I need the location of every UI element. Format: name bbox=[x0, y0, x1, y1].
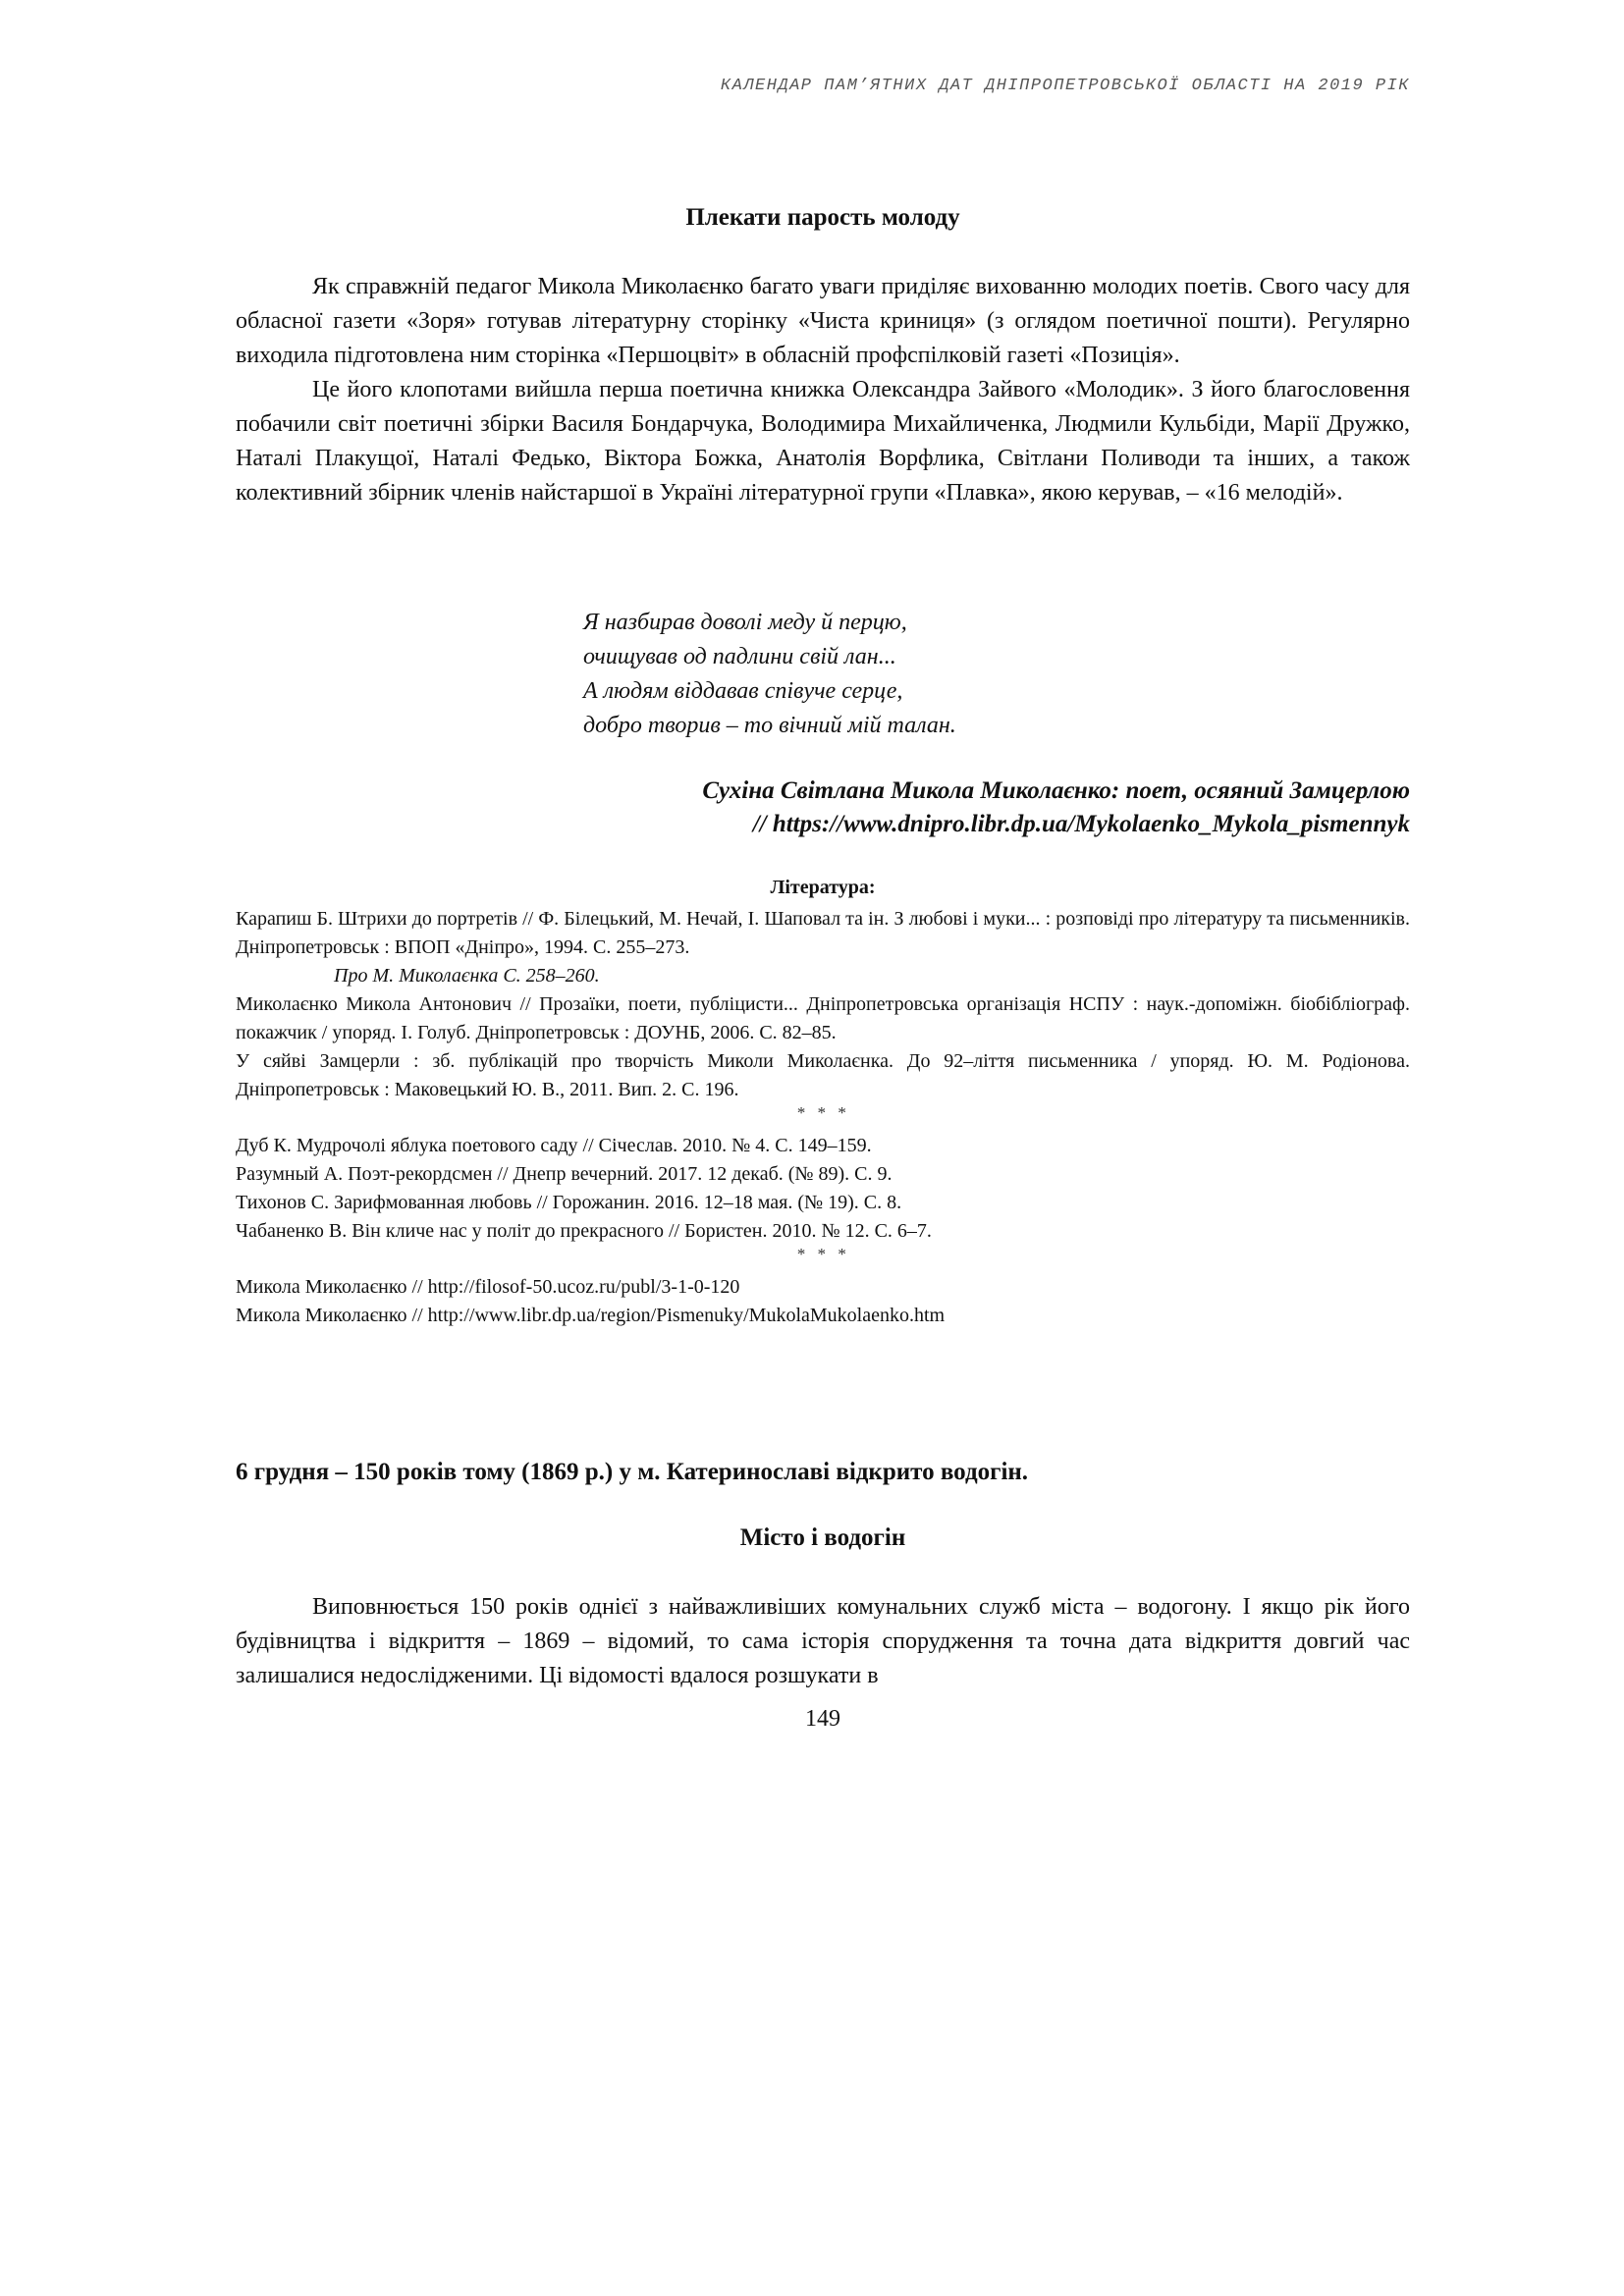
poem-quote bbox=[583, 606, 956, 743]
literature-list bbox=[236, 905, 1410, 1330]
spacer bbox=[236, 1263, 1410, 1273]
literature-subentry: Про М. Миколаєнка С. 258–260. bbox=[334, 965, 600, 987]
separator: * * * bbox=[796, 1103, 849, 1122]
section-title-young-growth: Плекати парость молоду bbox=[685, 204, 960, 231]
paragraph: Як справжній педагог Микола Миколаєнко багато уваги приділяє вихованню молодих поетів. Свого часу для обласної газети «Зоря» готував літературну сторінку «Чиста криниця» (з оглядом поетичної пошти). Регулярно виходила підготовлена ним сторінка «Першоцвіт» в обласній профспілковій газеті «Позиція». bbox=[236, 274, 1410, 368]
literature-entry: Миколаєнко Микола Антонович // Прозаїки, поети, публіцисти... Дніпропетровська організація НСПУ : наук.-допоміжн. біобібліограф. покажчик / упоряд. І. Голуб. Дніпропетровськ : ДОУНБ, 2006. С. 82–85. bbox=[236, 993, 1410, 1043]
section1-body bbox=[236, 270, 1410, 510]
running-header: КАЛЕНДАР ПАМ’ЯТНИХ ДАТ ДНІПРОПЕТРОВСЬКОЇ ОБЛАСТІ НА 2019 РІК bbox=[720, 77, 1410, 95]
paragraph: Виповнюється 150 років однієї з найважливіших комунальних служб міста – водогону. І якщо рік його будівництва і відкриття – 1869 – відомий, то сама історія спорудження та точна дата відкриття довгий час залишалися недослідженими. Ці відомості вдалося розшукати в bbox=[236, 1594, 1410, 1688]
section2-body bbox=[236, 1590, 1410, 1693]
literature-link-entry[interactable]: Микола Миколаєнко // http://www.libr.dp.ua/region/Pismenuky/MukolaMukolaenko.htm bbox=[236, 1305, 946, 1326]
literature-entry: Чабаненко В. Він кличе нас у політ до прекрасного // Бористен. 2010. № 12. С. 6–7. bbox=[236, 1220, 932, 1242]
literature-entry: Карапиш Б. Штрихи до портретів // Ф. Білецький, М. Нечай, І. Шаповал та ін. З любові і муки... : розповіді про літературу та письменників. Дніпропетровськ : ВПОП «Дніпро», 1994. С. 255–273. bbox=[236, 908, 1410, 958]
paragraph: Це його клопотами вийшла перша поетична книжка Олександра Зайвого «Молодик». З його благословення побачили світ поетичні збірки Василя Бондарчука, Володимира Михайличенка, Людмили Кульбіди, Марії Дружко, Наталі Плакущої, Наталі Федько, Віктора Божка, Анатолія Ворфлика, Світлани Поливоди та інших, а також колективний збірник членів найстаршої в Україні літературної групи «Плавка», якою керував, – «16 мелодій». bbox=[236, 377, 1410, 506]
spacer bbox=[236, 1122, 1410, 1132]
poem-line: А людям віддавав співуче серце, bbox=[583, 678, 903, 704]
literature-entry: Разумный А. Поэт-рекордсмен // Днепр вечерний. 2017. 12 декаб. (№ 89). С. 9. bbox=[236, 1163, 893, 1185]
separator: * * * bbox=[796, 1245, 849, 1263]
poem-line: очищував од падлини свій лан... bbox=[583, 644, 896, 669]
literature-entry: Тихонов С. Зарифмованная любовь // Горожанин. 2016. 12–18 мая. (№ 19). С. 8. bbox=[236, 1192, 902, 1213]
source-url[interactable]: // https://www.dnipro.libr.dp.ua/Mykolaenko_Mykola_pismennyk bbox=[752, 811, 1410, 837]
poem-line: Я назбирав доволі меду й перцю, bbox=[583, 610, 907, 635]
poem-line: добро творив – то вічний мій талан. bbox=[583, 713, 956, 738]
section-title-city-water: Місто і водогін bbox=[739, 1524, 906, 1551]
source-citation bbox=[448, 774, 1410, 841]
source-author-title: Сухіна Світлана Микола Миколаєнко: поет, осяяний Замцерлою bbox=[702, 777, 1410, 804]
page-number: 149 bbox=[805, 1706, 840, 1732]
literature-title: Література: bbox=[770, 877, 876, 898]
event-heading: 6 грудня – 150 років тому (1869 р.) у м. Катеринославі відкрито водогін. bbox=[236, 1459, 1029, 1485]
literature-entry: У сяйві Замцерли : зб. публікацій про творчість Миколи Миколаєнка. До 92–ліття письменника / упоряд. Ю. М. Родіонова. Дніпропетровськ : Маковецький Ю. В., 2011. Вип. 2. С. 196. bbox=[236, 1050, 1410, 1100]
literature-entry: Дуб К. Мудрочолі яблука поетового саду // Січеслав. 2010. № 4. С. 149–159. bbox=[236, 1135, 872, 1156]
literature-link-entry[interactable]: Микола Миколаєнко // http://filosof-50.ucoz.ru/publ/3-1-0-120 bbox=[236, 1276, 740, 1298]
